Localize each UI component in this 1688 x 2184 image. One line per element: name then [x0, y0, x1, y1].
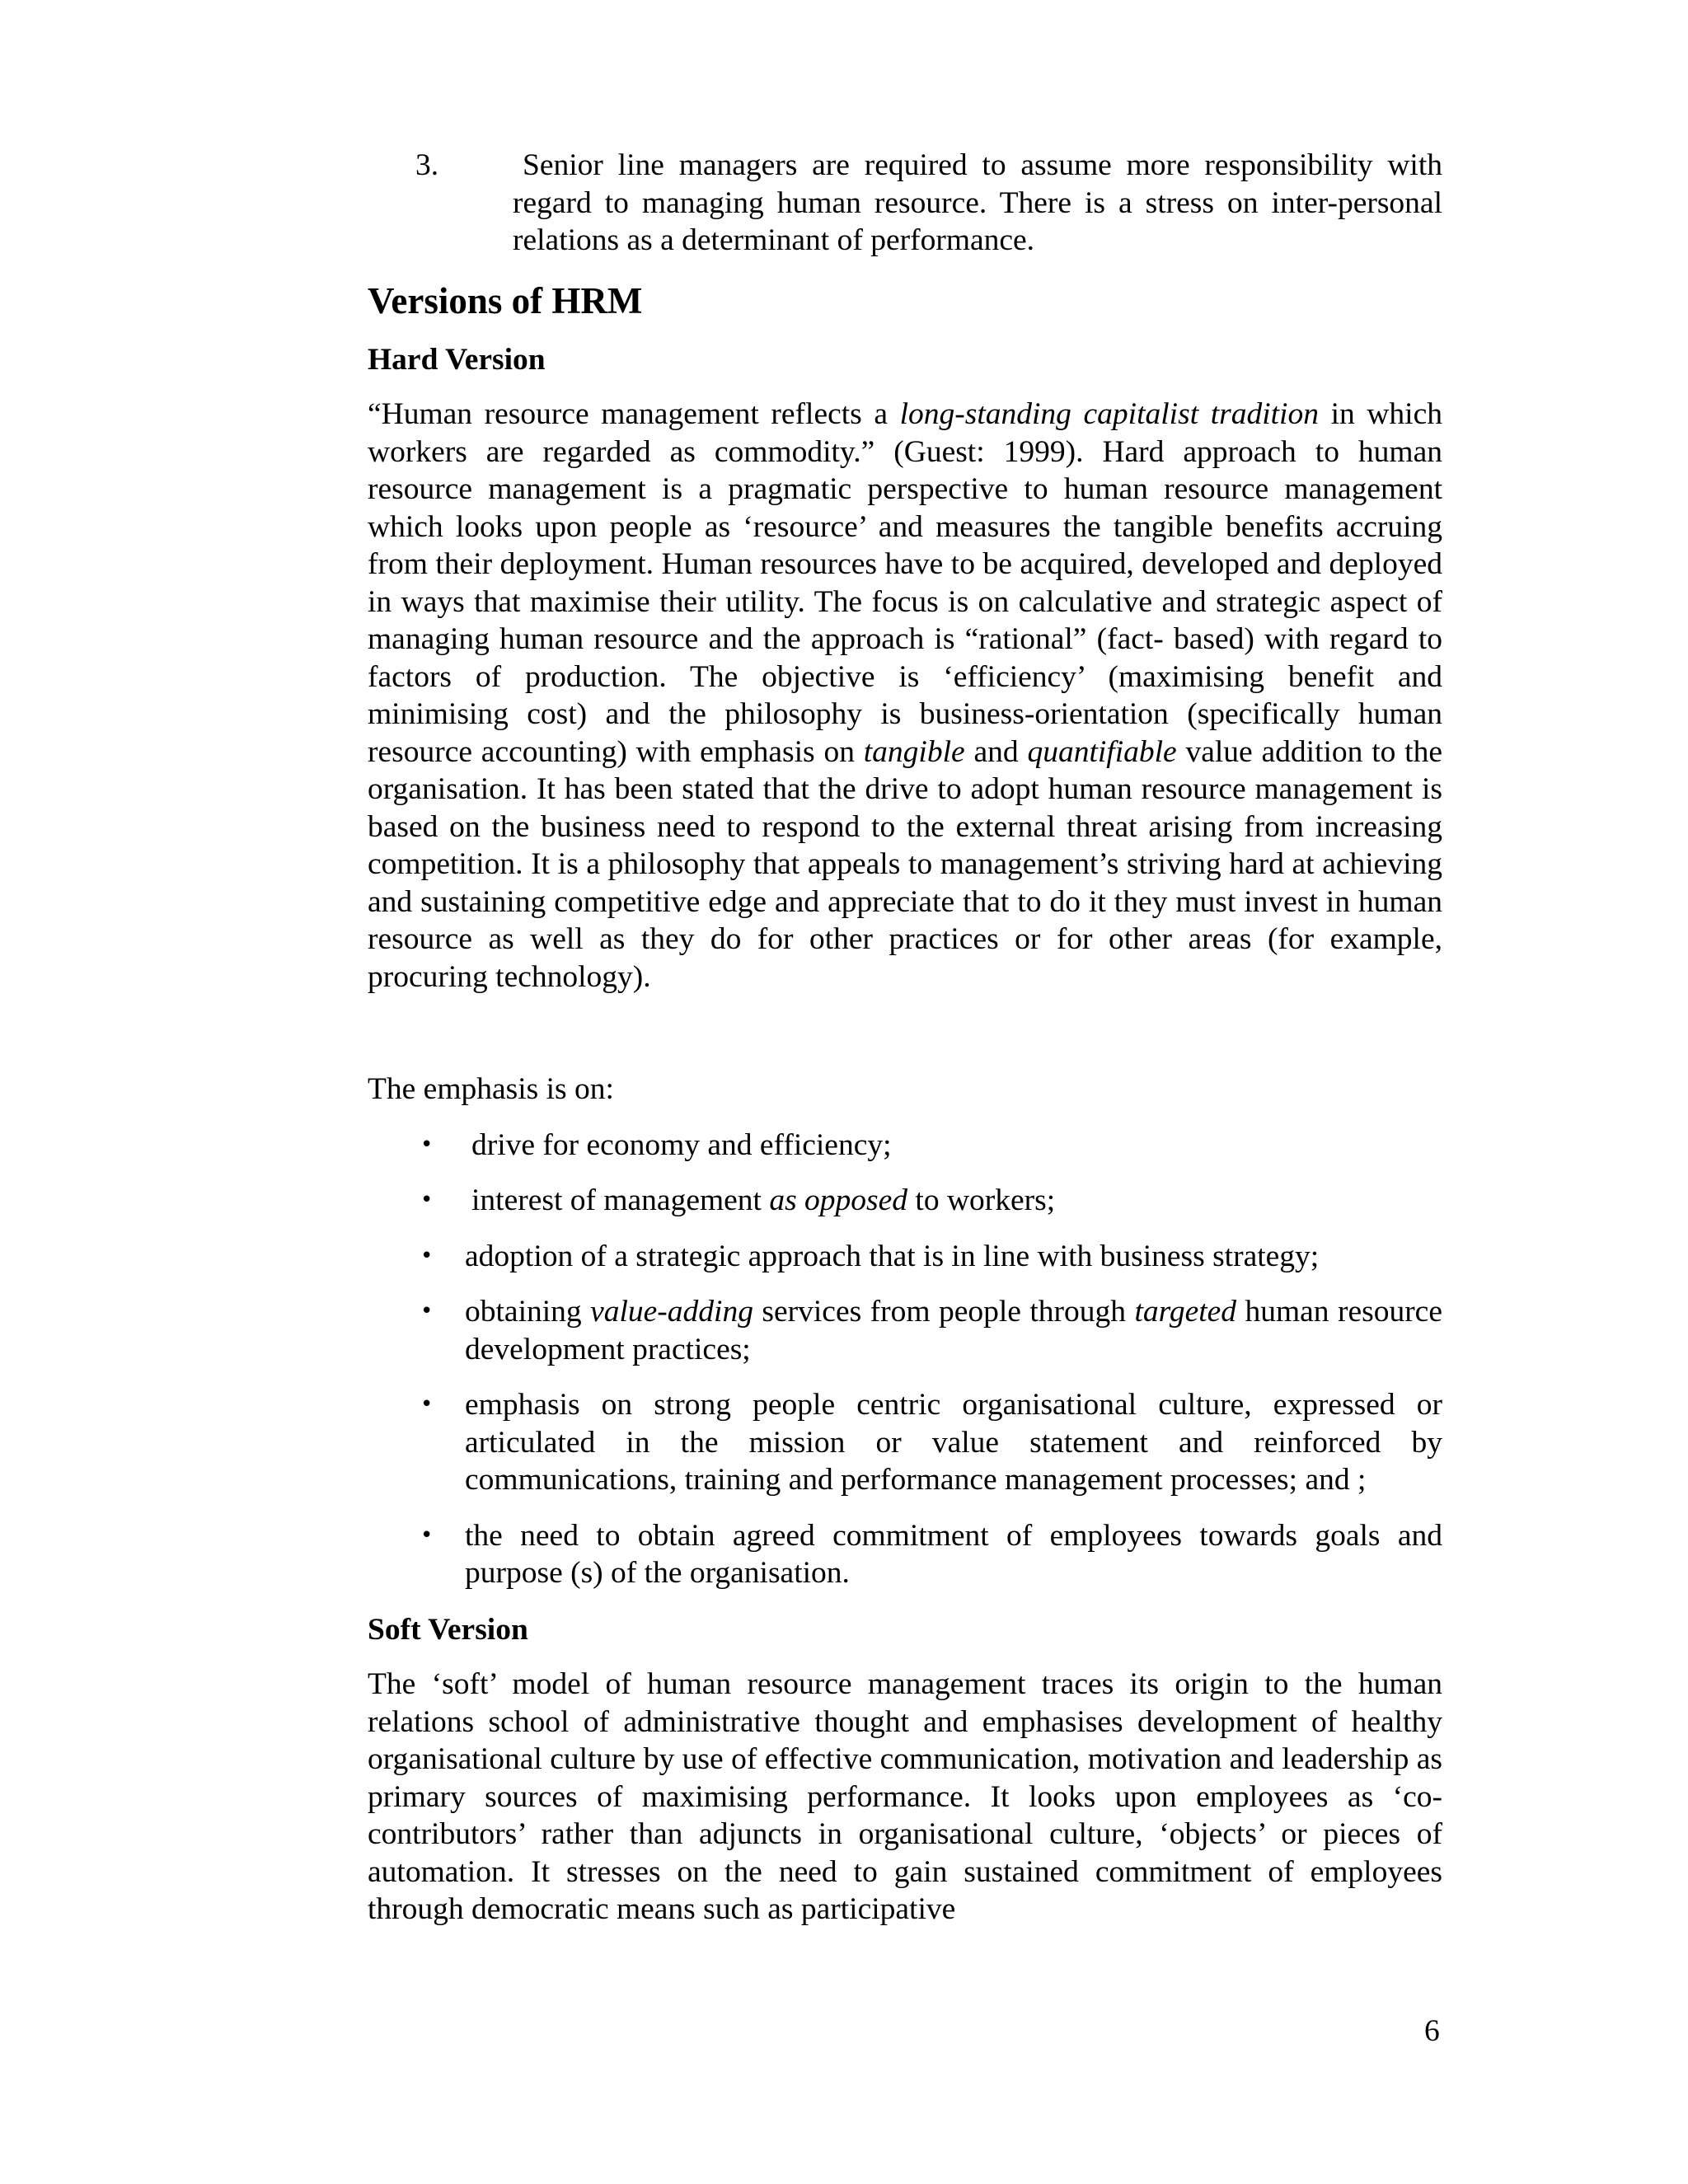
italic-run: targeted [1134, 1295, 1237, 1329]
text-run: in which workers are regarded as commodity.” (Guest: 1999). Hard approach to human resource management is a pragmatic perspective to human resource management which looks upon people as ‘resource’ and measures the tangible benefits accruing from their deployment. Human resources have to be acquired, developed and deployed in ways that maximise their utility. The focus is on calculative and strategic aspect of managing human resource and the approach is “rational” (fact- based) with regard to factors of production. The objective is ‘efficiency’ (maximising benefit and minimising cost) and the philosophy is business-orientation (specifically human resource accounting) with emphasis on [368, 397, 1442, 769]
text-run: value addition to the organisation. It has been stated that the drive to adopt human resource management is based on the business need to respond to the external threat arising from increasing competition. It is a philosophy that appeals to management’s striving hard at achieving and sustaining competitive edge and appreciate that to do it they must invest in human resource as well as they do for other practices or for other areas (for example, procuring technology). [368, 734, 1442, 994]
page-number: 6 [1424, 2014, 1440, 2048]
document-page [368, 147, 1442, 1929]
italic-run: value-adding [590, 1295, 753, 1329]
bullet-text: the need to obtain agreed commitment of employees towards goals and purpose (s) of the organisation. [465, 1518, 1442, 1590]
bullet-icon: • [420, 1522, 434, 1548]
bullet-item [368, 1127, 1442, 1165]
bullet-item [368, 1517, 1442, 1592]
italic-run: as opposed [769, 1183, 908, 1217]
text-run: and [964, 734, 1028, 769]
item-number: 3. [415, 148, 439, 182]
bullet-item [368, 1238, 1442, 1276]
text-run: interest of management [471, 1183, 770, 1217]
bullet-text: adoption of a strategic approach that is in line with business strategy; [465, 1239, 1320, 1273]
numbered-item-3 [368, 147, 1442, 260]
bullet-icon: • [420, 1299, 434, 1324]
bullet-item [368, 1182, 1442, 1220]
bullet-icon: • [420, 1188, 434, 1212]
text-run: services from people through [753, 1295, 1135, 1329]
soft-version-paragraph: The ‘soft’ model of human resource management traces its origin to the human relations school of administrative thought and emphasises development of healthy organisational culture by use of effective communication, motivation and leadership as primary sources of maximising performance. It looks upon employees as ‘co-contributors’ rather than adjuncts in organisational culture, ‘objects’ or pieces of automation. It stresses on the need to gain sustained commitment of employees through democratic means such as participative [368, 1667, 1442, 1926]
hard-version-paragraph [368, 396, 1442, 996]
section-heading-versions-of-hrm: Versions of HRM [368, 279, 643, 321]
subheading-soft-version: Soft Version [368, 1612, 528, 1647]
bullet-icon: • [420, 1132, 434, 1157]
emphasis-intro: The emphasis is on: [368, 1072, 614, 1106]
text-run: “Human resource management reflects a [368, 397, 900, 431]
bullet-item [368, 1293, 1442, 1368]
text-run: human resource development practices; [465, 1295, 1442, 1366]
text-run: obtaining [465, 1295, 591, 1329]
bullet-icon: • [420, 1392, 434, 1417]
bullet-text: drive for economy and efficiency; [471, 1127, 892, 1162]
bullet-text: emphasis on strong people centric organisational culture, expressed or articulated in the mission or value statement and reinforced by communications, training and performance management processes; and ; [465, 1388, 1442, 1497]
italic-run: quantifiable [1027, 734, 1177, 769]
italic-run: tangible [863, 734, 965, 769]
emphasis-bullet-list [368, 1127, 1442, 1592]
italic-run: long-standing capitalist tradition [899, 397, 1319, 431]
text-run: to workers; [907, 1183, 1056, 1217]
subheading-hard-version: Hard Version [368, 342, 546, 377]
item-text: Senior line managers are required to assume more responsibility with regard to managing human resource. There is a stress on inter-personal relations as a determinant of performance. [513, 148, 1442, 257]
bullet-item [368, 1386, 1442, 1499]
bullet-icon: • [420, 1243, 434, 1268]
